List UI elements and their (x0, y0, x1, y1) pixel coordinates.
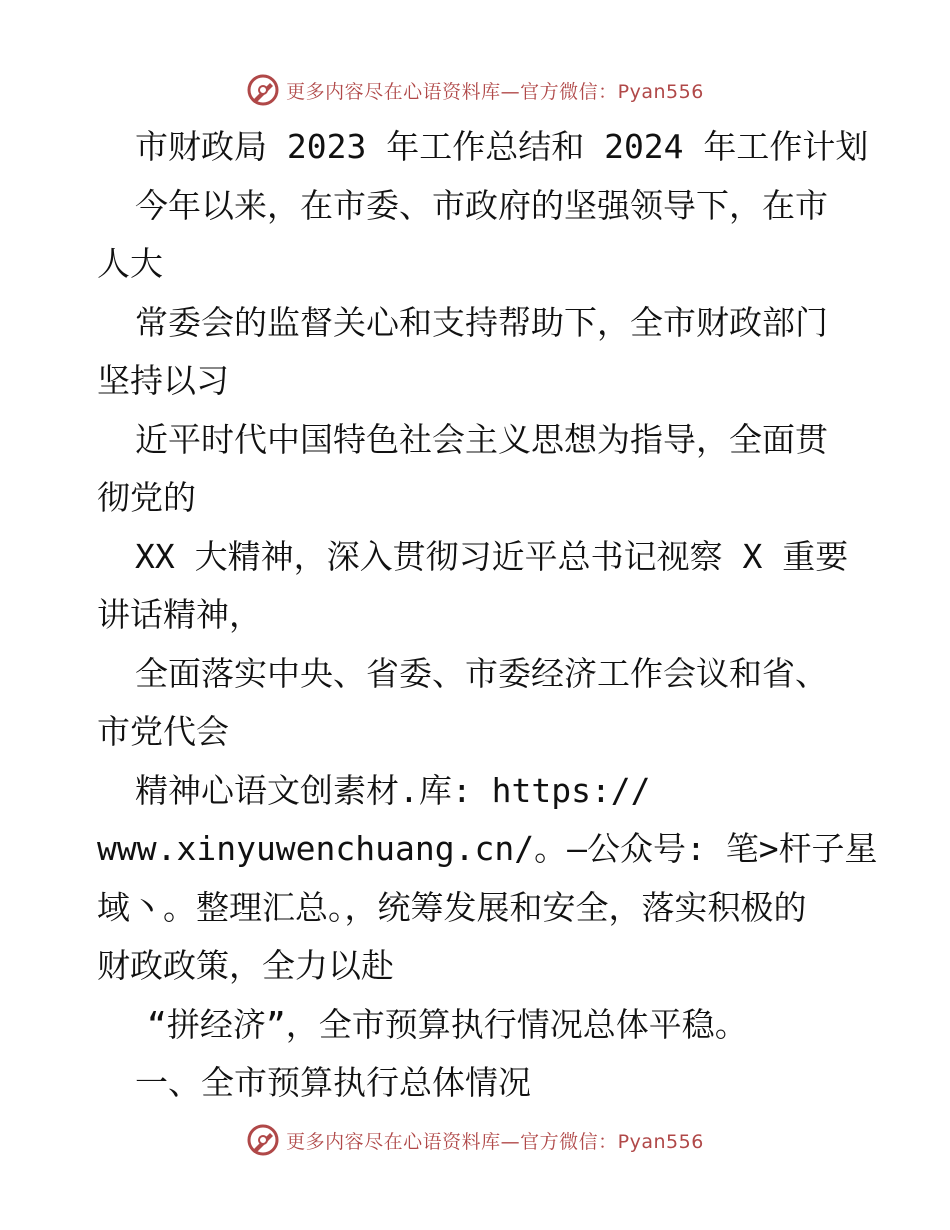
pen-logo-icon (246, 1123, 280, 1157)
section-heading: 一、全市预算执行总体情况 (135, 1063, 531, 1102)
banner-text: 更多内容尽在心语资料库—官方微信：Pyan556 (286, 80, 704, 103)
paragraph-line: 讲话精神， (97, 595, 262, 634)
paragraph-line: 市党代会 (97, 712, 229, 751)
paragraph-line: www.xinyuwenchuang.cn/。—公众号: 笔>杆子星 (97, 829, 878, 868)
pen-logo-icon (246, 73, 280, 107)
document-title: 市财政局 2023 年工作总结和 2024 年工作计划 (135, 127, 869, 166)
header-banner (0, 70, 950, 110)
paragraph-line: 人大 (97, 244, 163, 283)
paragraph-line: 精神心语文创素材.库: https:// (135, 770, 651, 810)
paragraph-line: 彻党的 (97, 478, 196, 517)
paragraph-line: 今年以来，在市委、市政府的坚强领导下，在市 (135, 185, 828, 225)
paragraph-line: “拼经济”，全市预算执行情况总体平稳。 (147, 1004, 748, 1044)
document-body (97, 118, 878, 1113)
banner-text: 更多内容尽在心语资料库—官方微信：Pyan556 (286, 1130, 704, 1153)
paragraph-line: 域丶。整理汇总。，统筹发展和安全，落实积极的 (97, 887, 807, 927)
footer-banner (0, 1120, 950, 1160)
paragraph-line: 全面落实中央、省委、市委经济工作会议和省、 (135, 653, 828, 693)
paragraph-line: 近平时代中国特色社会主义思想为指导，全面贯 (135, 419, 828, 459)
paragraph-line: 坚持以习 (97, 361, 229, 400)
paragraph-line: XX 大精神，深入贯彻习近平总书记视察 X 重要 (135, 536, 849, 576)
paragraph-line: 财政政策，全力以赴 (97, 946, 394, 985)
paragraph-line: 常委会的监督关心和支持帮助下，全市财政部门 (135, 302, 828, 342)
